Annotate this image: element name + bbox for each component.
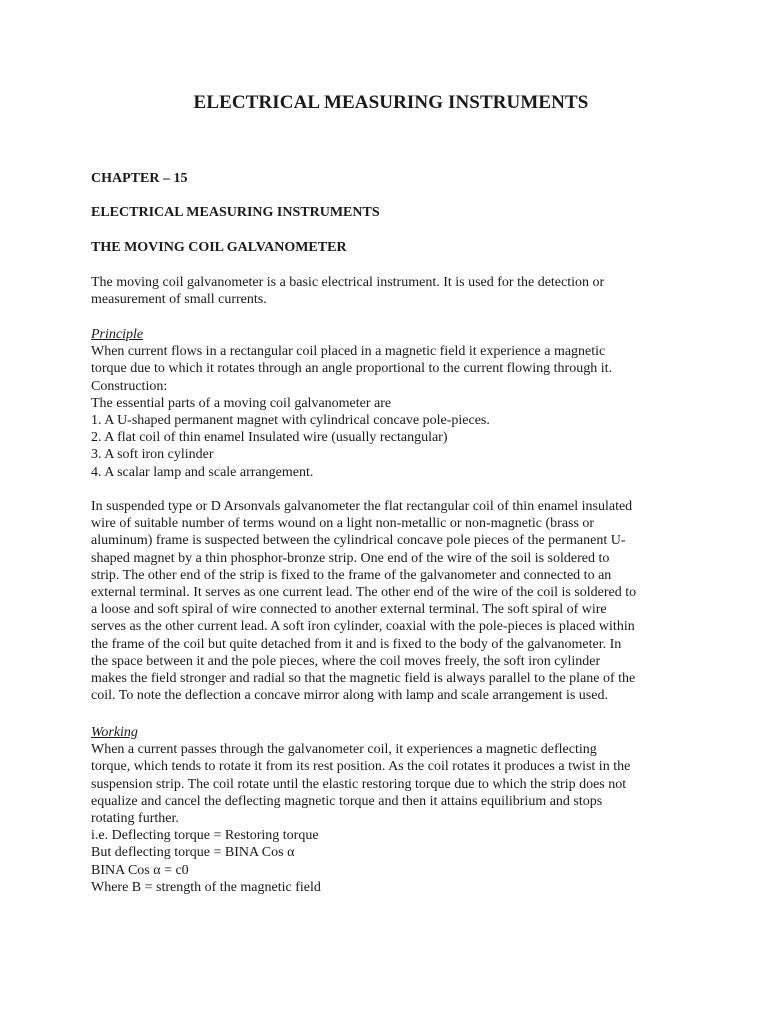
equation-line: i.e. Deflecting torque = Restoring torque [91, 828, 319, 844]
text-line: rotating further. [91, 811, 179, 827]
text-line: In suspended type or D Arsonvals galvanometer the flat rectangular coil of thin enamel insulated [91, 499, 633, 514]
text-line: Where B = strength of the magnetic field [91, 879, 321, 895]
list-item: 3. A soft iron cylinder [91, 447, 214, 463]
text-line: torque, which tends to rotate it from its rest position. As the coil rotates it produces a twist in the [91, 759, 631, 775]
text-line: The essential parts of a moving coil galvanometer are [91, 395, 392, 411]
text-line: a loose and soft spiral of wire connected to another external terminal. The soft spiral of wire [91, 602, 607, 618]
text-line: The moving coil galvanometer is a basic electrical instrument. It is used for the detection or [91, 275, 605, 290]
list-item: 2. A flat coil of thin enamel Insulated wire (usually rectangular) [91, 430, 448, 446]
text-line: equalize and cancel the deflecting magnetic torque and then it attains equilibrium and stops [91, 793, 603, 809]
working-section [91, 724, 691, 896]
text-line: measurement of small currents. [91, 292, 267, 308]
principle-heading: Principle [91, 327, 144, 342]
text-line: torque due to which it rotates through an angle proportional to the current flowing through it. [91, 361, 612, 377]
equation-line: BINA Cos α = c0 [91, 862, 189, 878]
text-line: wire of suitable number of terms wound on a light non-metallic or non-magnetic (brass or [91, 516, 595, 532]
subsection-heading: THE MOVING COIL GALVANOMETER [91, 240, 347, 255]
text-line: the space between it and the pole pieces, where the coil moves freely, the soft iron cylinder [91, 653, 601, 669]
document-title: ELECTRICAL MEASURING INSTRUMENTS [193, 92, 589, 113]
text-line: makes the field stronger and radial so that the magnetic field is always parallel to the plane of the [91, 671, 636, 687]
text-line: coil. To note the deflection a concave mirror along with lamp and scale arrangement is used. [91, 688, 608, 704]
text-line: When a current passes through the galvanometer coil, it experiences a magnetic deflecting [91, 742, 597, 758]
construction-label: Construction: [91, 378, 168, 394]
text-line: the frame of the coil but quite detached from it and is fixed to the body of the galvanometer. In [91, 636, 622, 652]
chapter-heading: CHAPTER – 15 [91, 171, 188, 186]
equation-line: But deflecting torque = BINA Cos α [91, 845, 295, 861]
text-line: aluminum) frame is suspected between the cylindrical concave pole pieces of the permanent U- [91, 533, 626, 549]
text-line: shaped magnet by a thin phosphor-bronze strip. One end of the wire of the soil is soldered to [91, 550, 610, 566]
text-line: external terminal. It serves as one current lead. The other end of the wire of the coil is soldered to [91, 585, 637, 601]
section-heading: ELECTRICAL MEASURING INSTRUMENTS [91, 205, 380, 220]
list-item: 1. A U-shaped permanent magnet with cylindrical concave pole-pieces. [91, 413, 490, 429]
text-line: When current flows in a rectangular coil placed in a magnetic field it experience a magnetic [91, 344, 606, 360]
principle-section [91, 326, 691, 481]
working-heading: Working [91, 725, 138, 740]
text-line: suspension strip. The coil rotate until the elastic restoring torque due to which the strip does not [91, 776, 627, 792]
intro-paragraph [91, 274, 691, 308]
text-line: serves as the other current lead. A soft iron cylinder, coaxial with the pole-pieces is placed within [91, 619, 635, 635]
list-item: 4. A scalar lamp and scale arrangement. [91, 464, 314, 480]
text-line: strip. The other end of the strip is fixed to the frame of the galvanometer and connected to an [91, 567, 612, 583]
construction-paragraph [91, 498, 691, 704]
